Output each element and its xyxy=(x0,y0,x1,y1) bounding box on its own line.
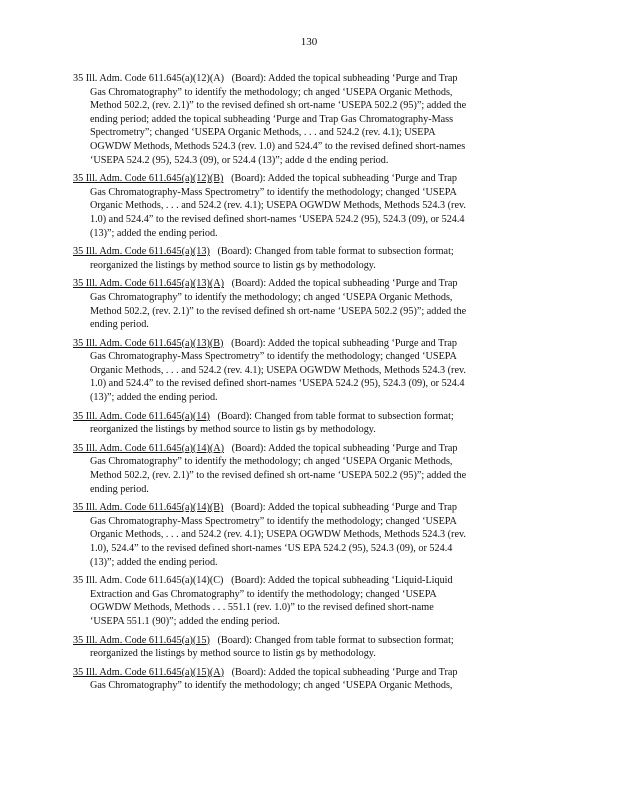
page-number: 130 xyxy=(300,36,318,48)
code-citation: 35 Ill. Adm. Code 611.645(a)(14)(B) xyxy=(73,502,224,514)
entry-line xyxy=(73,154,543,168)
entry-text: 1.0) and 524.4” to the revised defined short-names ‘USEPA 524.2 (95), 524.3 (09), or 524.4 xyxy=(90,213,465,225)
entry-line xyxy=(73,99,543,113)
entry-text: Method 502.2, (rev. 2.1)” to the revised defined sh ort-name ‘USEPA 502.2 (95)”; added the xyxy=(90,100,467,112)
amendment-entry xyxy=(73,72,543,167)
amendment-entry xyxy=(73,666,543,693)
entry-line xyxy=(73,483,543,497)
entry-first-line xyxy=(73,172,543,186)
entry-line xyxy=(73,140,543,154)
amendment-entry xyxy=(73,337,543,405)
entry-line xyxy=(73,588,543,602)
entry-line xyxy=(73,377,543,391)
entry-text: Extraction and Gas Chromatography” to identify the methodology; changed ‘USEPA xyxy=(90,588,437,600)
entry-text: (13)”; added the ending period. xyxy=(90,227,218,239)
amendment-entry xyxy=(73,410,543,437)
entry-text: (Board): Changed from table format to subsection format; xyxy=(217,246,454,258)
code-citation: 35 Ill. Adm. Code 611.645(a)(15)(A) xyxy=(73,666,224,678)
entry-text: Method 502.2, (rev. 2.1)” to the revised defined sh ort-name ‘USEPA 502.2 (95)”; added the xyxy=(90,470,467,482)
code-citation: 35 Ill. Adm. Code 611.645(a)(13) xyxy=(73,246,210,258)
entry-line xyxy=(73,364,543,378)
entry-text: 1.0) and 524.4” to the revised defined short-names ‘USEPA 524.2 (95), 524.3 (09), or 524.4 xyxy=(90,378,465,390)
entry-first-line xyxy=(73,501,543,515)
entry-text: Method 502.2, (rev. 2.1)” to the revised defined sh ort-name ‘USEPA 502.2 (95)”; added the xyxy=(90,305,467,317)
code-citation: 35 Ill. Adm. Code 611.645(a)(14)(A) xyxy=(73,442,224,454)
entry-text: OGWDW Methods, Methods . . . 551.1 (rev. 1.0)” to the revised defined short-name xyxy=(90,602,434,614)
entry-line xyxy=(73,186,543,200)
entry-text: Gas Chromatography-Mass Spectrometry” to identify the methodology; changed ‘USEPA xyxy=(90,515,457,527)
entry-text: reorganized the listings by method source to listin gs by methodology. xyxy=(90,259,376,271)
amendment-list xyxy=(73,72,543,698)
entry-line xyxy=(73,542,543,556)
entry-text: (Board): Added the topical subheading ‘Purge and Trap xyxy=(231,278,458,290)
entry-line xyxy=(73,126,543,140)
entry-text: Gas Chromatography-Mass Spectrometry” to identify the methodology; changed ‘USEPA xyxy=(90,351,457,363)
entry-first-line xyxy=(73,245,543,259)
amendment-entry xyxy=(73,574,543,628)
entry-text: Gas Chromatography” to identify the methodology; ch anged ‘USEPA Organic Methods, xyxy=(90,291,453,303)
code-citation: 35 Ill. Adm. Code 611.645(a)(13)(B) xyxy=(73,337,224,349)
entry-line xyxy=(73,113,543,127)
amendment-entry xyxy=(73,442,543,496)
entry-line xyxy=(73,647,543,661)
entry-line xyxy=(73,305,543,319)
entry-line xyxy=(73,318,543,332)
entry-line xyxy=(73,86,543,100)
entry-text: (Board): Changed from table format to subsection format; xyxy=(217,634,454,646)
code-citation: 35 Ill. Adm. Code 611.645(a)(13)(A) xyxy=(73,278,224,290)
entry-text: Organic Methods, . . . and 524.2 (rev. 4.1); USEPA OGWDW Methods, Methods 524.3 (rev. xyxy=(90,529,466,541)
entry-text: (13)”; added the ending period. xyxy=(90,556,218,568)
entry-text: ending period. xyxy=(90,483,149,495)
entry-line xyxy=(73,455,543,469)
entry-first-line xyxy=(73,410,543,424)
entry-line xyxy=(73,528,543,542)
entry-text: reorganized the listings by method source to listin gs by methodology. xyxy=(90,424,376,436)
entry-line xyxy=(73,213,543,227)
entry-first-line xyxy=(73,442,543,456)
entry-first-line xyxy=(73,277,543,291)
code-citation: 35 Ill. Adm. Code 611.645(a)(12)(B) xyxy=(73,173,224,185)
entry-text: reorganized the listings by method source to listin gs by methodology. xyxy=(90,648,376,660)
entry-line xyxy=(73,469,543,483)
entry-first-line xyxy=(73,574,543,588)
entry-text: Gas Chromatography” to identify the methodology; ch anged ‘USEPA Organic Methods, xyxy=(90,86,453,98)
entry-text: (Board): Added the topical subheading ‘Purge and Trap xyxy=(231,502,457,514)
entry-line xyxy=(73,227,543,241)
entry-first-line xyxy=(73,666,543,680)
amendment-entry xyxy=(73,245,543,272)
entry-text: (Board): Added the topical subheading ‘Purge and Trap xyxy=(231,666,458,678)
entry-text: 1.0), 524.4” to the revised defined short-names ‘US EPA 524.2 (95), 524.3 (09), or 524.4 xyxy=(90,543,453,554)
entry-text: (13)”; added the ending period. xyxy=(90,392,218,404)
entry-first-line xyxy=(73,337,543,351)
entry-line xyxy=(73,515,543,529)
code-citation: 35 Ill. Adm. Code 611.645(a)(12)(A) xyxy=(73,73,224,84)
amendment-entry xyxy=(73,501,543,569)
entry-text: Gas Chromatography-Mass Spectrometry” to identify the methodology; changed ‘USEPA xyxy=(90,186,457,198)
entry-line xyxy=(73,423,543,437)
entry-line xyxy=(73,391,543,405)
entry-text: (Board): Added the topical subheading ‘Liquid-Liquid xyxy=(231,575,453,587)
entry-line xyxy=(73,615,543,629)
code-citation: 35 Ill. Adm. Code 611.645(a)(14)(C) xyxy=(73,575,224,587)
entry-text: Organic Methods, . . . and 524.2 (rev. 4.1); USEPA OGWDW Methods, Methods 524.3 (rev. xyxy=(90,200,466,212)
entry-text: ‘USEPA 524.2 (95), 524.3 (09), or 524.4 (13)”; adde d the ending period. xyxy=(90,154,389,166)
entry-text: Gas Chromatography” to identify the methodology; ch anged ‘USEPA Organic Methods, xyxy=(90,456,453,468)
entry-line xyxy=(73,291,543,305)
entry-text: (Board): Added the topical subheading ‘Purge and Trap xyxy=(231,73,458,84)
entry-text: Gas Chromatography” to identify the methodology; ch anged ‘USEPA Organic Methods, xyxy=(90,680,453,692)
entry-text: Organic Methods, . . . and 524.2 (rev. 4.1); USEPA OGWDW Methods, Methods 524.3 (rev. xyxy=(90,364,466,376)
entry-text: ending period; added the topical subheading ‘Purge and Trap Gas Chromatography-Mass xyxy=(90,113,454,125)
entry-line xyxy=(73,556,543,570)
entry-text: (Board): Changed from table format to subsection format; xyxy=(217,410,454,422)
entry-first-line xyxy=(73,634,543,648)
entry-text: ending period. xyxy=(90,319,149,331)
entry-text: Spectrometry”; changed ‘USEPA Organic Methods, . . . and 524.2 (rev. 4.1); USEPA xyxy=(90,127,436,139)
entry-line xyxy=(73,679,543,693)
entry-text: ‘USEPA 551.1 (90)”; added the ending period. xyxy=(90,615,280,627)
entry-line xyxy=(73,199,543,213)
code-citation: 35 Ill. Adm. Code 611.645(a)(15) xyxy=(73,634,210,646)
entry-line xyxy=(73,350,543,364)
entry-text: (Board): Added the topical subheading ‘Purge and Trap xyxy=(231,337,457,349)
entry-line xyxy=(73,259,543,273)
entry-line xyxy=(73,601,543,615)
entry-text: (Board): Added the topical subheading ‘Purge and Trap xyxy=(231,173,457,185)
amendment-entry xyxy=(73,277,543,331)
amendment-entry xyxy=(73,172,543,240)
entry-first-line xyxy=(73,72,543,86)
entry-text: (Board): Added the topical subheading ‘Purge and Trap xyxy=(231,442,458,454)
entry-text: OGWDW Methods, Methods 524.3 (rev. 1.0) and 524.4” to the revised defined short-names xyxy=(90,140,466,152)
code-citation: 35 Ill. Adm. Code 611.645(a)(14) xyxy=(73,410,210,422)
amendment-entry xyxy=(73,634,543,661)
